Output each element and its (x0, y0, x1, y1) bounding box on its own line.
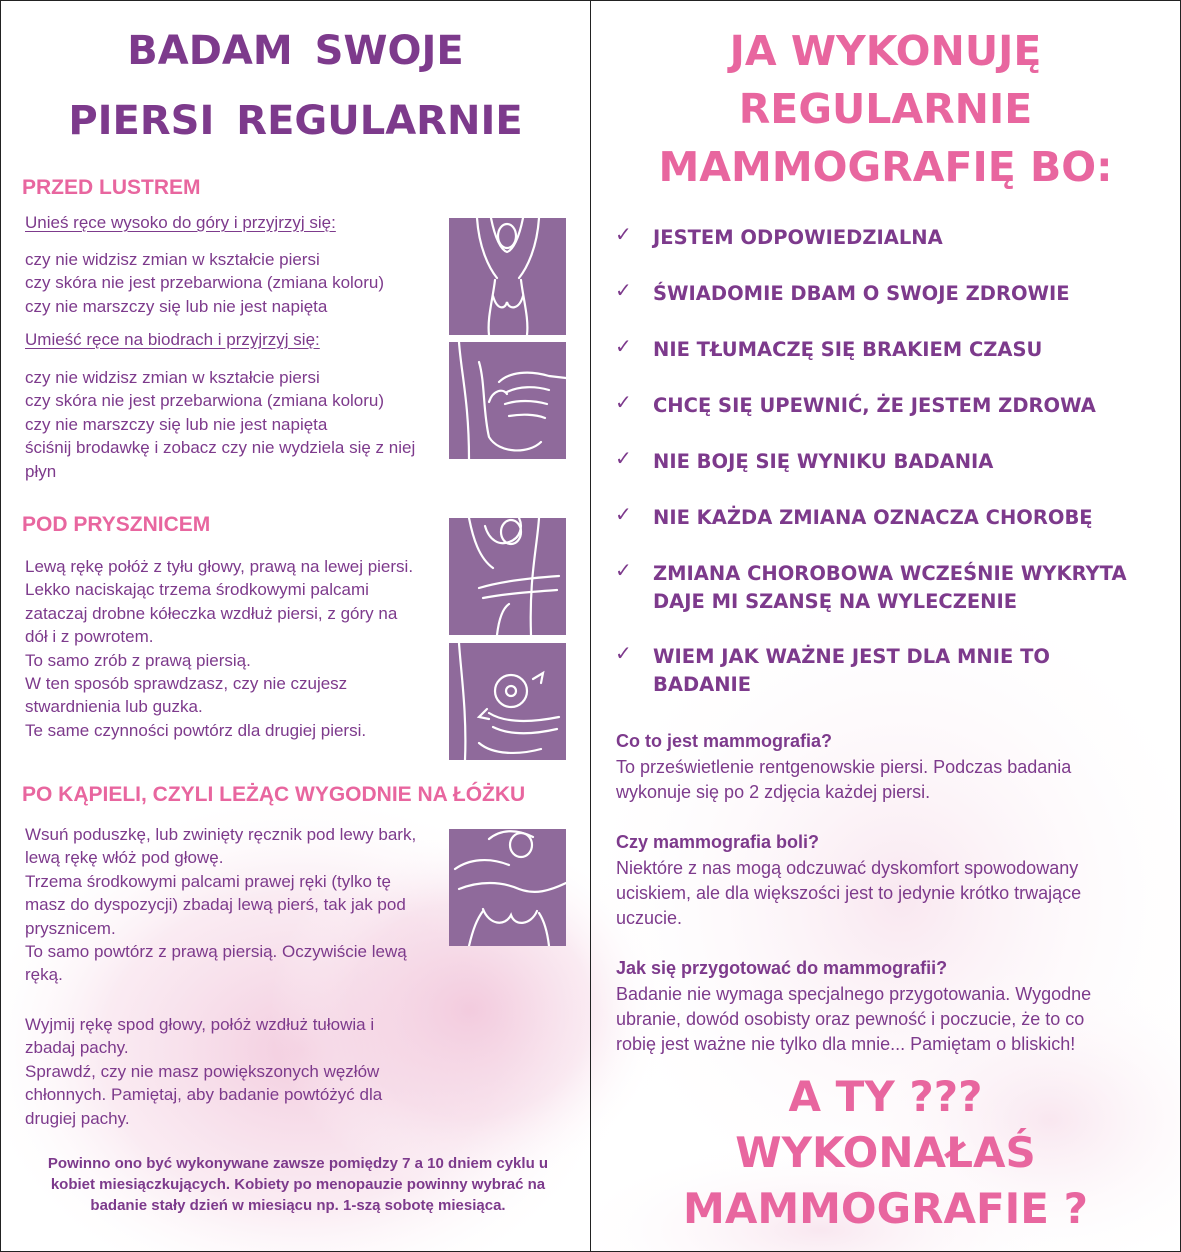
hands-on-hips-illustration (449, 342, 566, 459)
reason-text (653, 643, 1178, 699)
text-line: robię jest ważne nie tylko dla mnie... Pamiętam o bliskich! (616, 1034, 1076, 1054)
text-line: DAJE MI SZANSĘ NA WYLECZENIE (653, 590, 1018, 613)
circular-exam-illustration (449, 643, 566, 760)
section-heading-lying: PO KĄPIELI, CZYLI LEŻĄC WYGODNIE NA ŁÓŻKU (22, 783, 526, 806)
faq-answer (616, 856, 1081, 931)
text-line: Wsuń poduszkę, lub zwinięty ręcznik pod lewy bark, (25, 825, 417, 844)
lying-exam-illustration (449, 829, 566, 946)
reason-text (653, 280, 1178, 308)
text-line: czy skóra nie jest przebarwiona (zmiana koloru) (25, 391, 385, 411)
subheading-arms-up: Unieś ręce wysoko do góry i przyjrzyj się: (25, 213, 336, 232)
shower-exam-illustration (449, 518, 566, 635)
left-title-line2: PIERSI REGULARNIE (68, 98, 523, 144)
text-line: Te same czynności powtórz dla drugiej piersi. (25, 720, 367, 740)
text-line: uczucie. (616, 908, 683, 928)
text-line: masz do dyspozycji) zbadaj lewą pierś, tak jak pod (25, 895, 406, 915)
arms-up-checklist (25, 248, 384, 318)
text-line: To prześwietlenie rentgenowskie piersi. Podczas badania (616, 757, 1072, 777)
text-line: ŚWIADOMIE DBAM O SWOJE ZDROWIE (653, 282, 1070, 305)
text-line: dół i z powrotem. (25, 627, 154, 647)
lying-instructions (25, 823, 416, 987)
section-heading-mirror: PRZED LUSTREM (22, 176, 201, 199)
arms-raised-illustration (449, 218, 566, 335)
text-line: prysznicem. (25, 918, 116, 938)
text-line: wykonuje się po 2 zdjęcia każdej piersi. (616, 782, 931, 802)
closing-line3: MAMMOGRAFIE ? (683, 1184, 1088, 1233)
reason-text (653, 504, 1178, 532)
faq-answer (616, 755, 1071, 805)
checkmark-icon: ✓ (615, 558, 632, 582)
text-line: To samo powtórz z prawą piersią. Oczywiście lewą (25, 942, 407, 962)
reason-text (653, 336, 1178, 364)
reason-text (653, 560, 1178, 616)
text-line: NIE KAŻDA ZMIANA OZNACZA CHOROBĘ (653, 506, 1093, 529)
text-line: uciskiem, ale dla większości jest to jedynie krótko trwające (616, 883, 1082, 903)
text-line: zbadaj pachy. (25, 1038, 129, 1058)
text-line: stwardnienia lub guzka. (25, 697, 203, 717)
reason-text (653, 392, 1178, 420)
text-line: czy nie marszczy się lub nie jest napięta (25, 296, 328, 316)
text-line: Lewą rękę połóż z tyłu głowy, prawą na lewej piersi. (25, 557, 414, 576)
text-line: Sprawdź, czy nie masz powiększonych węzłów (25, 1061, 380, 1081)
closing-line2: WYKONAŁAŚ (735, 1128, 1036, 1177)
text-line: chłonnych. Pamiętaj, aby badanie powtóżyć dla (25, 1085, 383, 1105)
text-line: Badanie nie wymaga specjalnego przygotowania. Wygodne (616, 984, 1092, 1004)
faq-question: Co to jest mammografia? (616, 731, 833, 751)
checkmark-icon: ✓ (615, 334, 632, 358)
text-line: czy nie marszczy się lub nie jest napięta (25, 414, 328, 434)
checkmark-icon: ✓ (615, 446, 632, 470)
text-line: płyn (25, 461, 57, 481)
shower-instructions (25, 555, 413, 742)
checkmark-icon: ✓ (615, 641, 632, 665)
text-line: ręką. (25, 965, 63, 985)
text-line: Powinno ono być wykonywane zawsze pomiędzy 7 a 10 dniem cyklu u (47, 1155, 549, 1172)
checkmark-icon: ✓ (615, 390, 632, 414)
left-title-line1: BADAM SWOJE (127, 28, 464, 74)
text-line: zataczaj drobne kółeczka wzdłuż piersi, z góry na (25, 603, 398, 623)
text-line: ubranie, dowód osobisty oraz pewność i poczucie, że to co (616, 1009, 1085, 1029)
text-line: Niektóre z nas mogą odczuwać dyskomfort spowodowany (616, 858, 1079, 878)
right-title-line1: JA WYKONUJĘ (729, 27, 1042, 75)
text-line: czy skóra nie jest przebarwiona (zmiana koloru) (25, 273, 385, 293)
text-line: ZMIANA CHOROBOWA WCZEŚNIE WYKRYTA (653, 562, 1127, 585)
text-line: Wyjmij rękę spod głowy, połóż wzdłuż tułowia i (25, 1015, 375, 1034)
right-title-line3: MAMMOGRAFIĘ BO: (658, 143, 1113, 191)
text-line: czy nie widzisz zmian w kształcie piersi (25, 368, 320, 387)
text-line: badanie stały dzień w miesiącu np. 1-szą sobotę miesiąca. (90, 1197, 506, 1214)
text-line: NIE BOJĘ SIĘ WYNIKU BADANIA (653, 450, 994, 473)
armpit-instructions (25, 1013, 382, 1130)
text-line: kobiet miesiączkujących. Kobiety po menopauzie powinny wybrać na (50, 1176, 546, 1193)
subheading-hands-on-hips: Umieść ręce na biodrach i przyjrzyj się: (25, 330, 320, 349)
faq-question: Czy mammografia boli? (616, 832, 820, 852)
text-line: WIEM JAK WAŻNE JEST DLA MNIE TO (653, 645, 1050, 668)
text-line: drugiej pachy. (25, 1108, 130, 1128)
cycle-timing-note (15, 1153, 581, 1216)
checkmark-icon: ✓ (615, 222, 632, 246)
checkmark-icon: ✓ (615, 278, 632, 302)
checkmark-icon: ✓ (615, 502, 632, 526)
text-line: czy nie widzisz zmian w kształcie piersi (25, 250, 320, 269)
text-line: Trzema środkowymi palcami prawej ręki (tylko tę (25, 871, 391, 891)
faq-question: Jak się przygotować do mammografii? (616, 958, 948, 978)
reason-text (653, 448, 1178, 476)
reason-text (653, 224, 1178, 252)
closing-line1: A TY ??? (788, 1072, 983, 1121)
text-line: Lekko naciskając trzema środkowymi palcami (25, 580, 369, 600)
faq-answer (616, 982, 1091, 1057)
text-line: W ten sposób sprawdzasz, czy nie czujesz (25, 674, 348, 694)
text-line: CHCĘ SIĘ UPEWNIĆ, ŻE JESTEM ZDROWA (653, 394, 1096, 417)
section-heading-shower: POD PRYSZNICEM (22, 513, 211, 536)
text-line: ściśnij brodawkę i zobacz czy nie wydziela się z niej (25, 438, 416, 458)
text-line: lewą rękę włóż pod głowę. (25, 848, 224, 868)
text-line: NIE TŁUMACZĘ SIĘ BRAKIEM CZASU (653, 338, 1043, 361)
text-line: To samo zrób z prawą piersią. (25, 650, 251, 670)
right-title-line2: REGULARNIE (738, 85, 1033, 133)
hands-on-hips-checklist (25, 366, 415, 483)
text-line: JESTEM ODPOWIEDZIALNA (653, 226, 943, 249)
text-line: BADANIE (653, 673, 752, 696)
